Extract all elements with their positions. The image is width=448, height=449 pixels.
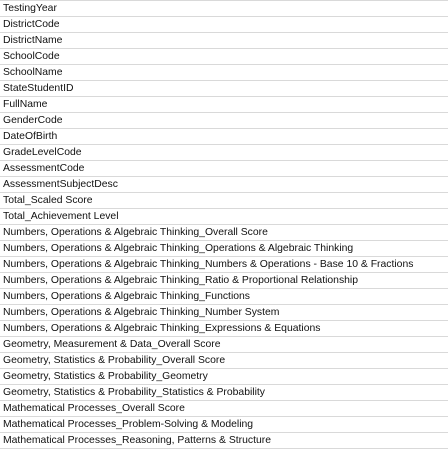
cell[interactable]: Numbers, Operations & Algebraic Thinking_Numbers & Operations - Base 10 & Fractions: [3, 259, 414, 270]
spreadsheet-row[interactable]: [0, 337, 448, 353]
spreadsheet-row[interactable]: [0, 257, 448, 273]
cell[interactable]: Geometry, Statistics & Probability_Statistics & Probability: [3, 387, 265, 398]
cell[interactable]: Numbers, Operations & Algebraic Thinking_Expressions & Equations: [3, 323, 321, 334]
spreadsheet-row[interactable]: [0, 401, 448, 417]
spreadsheet-row[interactable]: [0, 193, 448, 209]
spreadsheet-row[interactable]: [0, 49, 448, 65]
spreadsheet-row[interactable]: [0, 369, 448, 385]
spreadsheet-row[interactable]: [0, 417, 448, 433]
cell[interactable]: Numbers, Operations & Algebraic Thinking_Functions: [3, 291, 251, 302]
cell[interactable]: DistrictName: [3, 35, 63, 46]
cell[interactable]: Numbers, Operations & Algebraic Thinking_Ratio & Proportional Relationship: [3, 275, 359, 286]
spreadsheet-row[interactable]: [0, 433, 448, 449]
cell[interactable]: Numbers, Operations & Algebraic Thinking_Overall Score: [3, 227, 268, 238]
spreadsheet-row[interactable]: [0, 33, 448, 49]
cell[interactable]: Numbers, Operations & Algebraic Thinking_Number System: [3, 307, 280, 318]
cell[interactable]: AssessmentCode: [3, 163, 85, 174]
cell[interactable]: Mathematical Processes_Reasoning, Patterns & Structure: [3, 435, 271, 446]
spreadsheet-row[interactable]: [0, 385, 448, 401]
cell[interactable]: Mathematical Processes_Problem-Solving & Modeling: [3, 419, 254, 430]
cell[interactable]: TestingYear: [3, 3, 57, 14]
spreadsheet-row[interactable]: [0, 209, 448, 225]
spreadsheet-row[interactable]: [0, 17, 448, 33]
cell[interactable]: GradeLevelCode: [3, 147, 82, 158]
spreadsheet-row[interactable]: [0, 177, 448, 193]
spreadsheet-row[interactable]: [0, 81, 448, 97]
cell[interactable]: Numbers, Operations & Algebraic Thinking_Operations & Algebraic Thinking: [3, 243, 354, 254]
cell[interactable]: Total_Achievement Level: [3, 211, 119, 222]
cell[interactable]: Mathematical Processes_Overall Score: [3, 403, 185, 414]
cell[interactable]: SchoolName: [3, 67, 63, 78]
spreadsheet-row[interactable]: [0, 353, 448, 369]
spreadsheet-row[interactable]: [0, 97, 448, 113]
spreadsheet-row[interactable]: [0, 273, 448, 289]
spreadsheet-row[interactable]: [0, 161, 448, 177]
spreadsheet-row[interactable]: [0, 225, 448, 241]
cell[interactable]: Total_Scaled Score: [3, 195, 93, 206]
spreadsheet-row[interactable]: [0, 145, 448, 161]
cell[interactable]: Geometry, Statistics & Probability_Overall Score: [3, 355, 226, 366]
cell[interactable]: GenderCode: [3, 115, 63, 126]
cell[interactable]: Geometry, Measurement & Data_Overall Score: [3, 339, 221, 350]
spreadsheet-row[interactable]: [0, 241, 448, 257]
cell[interactable]: SchoolCode: [3, 51, 60, 62]
cell[interactable]: DateOfBirth: [3, 131, 58, 142]
cell[interactable]: Geometry, Statistics & Probability_Geometry: [3, 371, 208, 382]
spreadsheet-row[interactable]: [0, 305, 448, 321]
cell[interactable]: FullName: [3, 99, 48, 110]
spreadsheet-row[interactable]: [0, 65, 448, 81]
spreadsheet-row[interactable]: [0, 129, 448, 145]
cell[interactable]: AssessmentSubjectDesc: [3, 179, 118, 190]
cell[interactable]: StateStudentID: [3, 83, 74, 94]
spreadsheet-row[interactable]: [0, 113, 448, 129]
spreadsheet-row[interactable]: [0, 289, 448, 305]
spreadsheet-row[interactable]: [0, 1, 448, 17]
spreadsheet-row[interactable]: [0, 321, 448, 337]
cell[interactable]: DistrictCode: [3, 19, 60, 30]
